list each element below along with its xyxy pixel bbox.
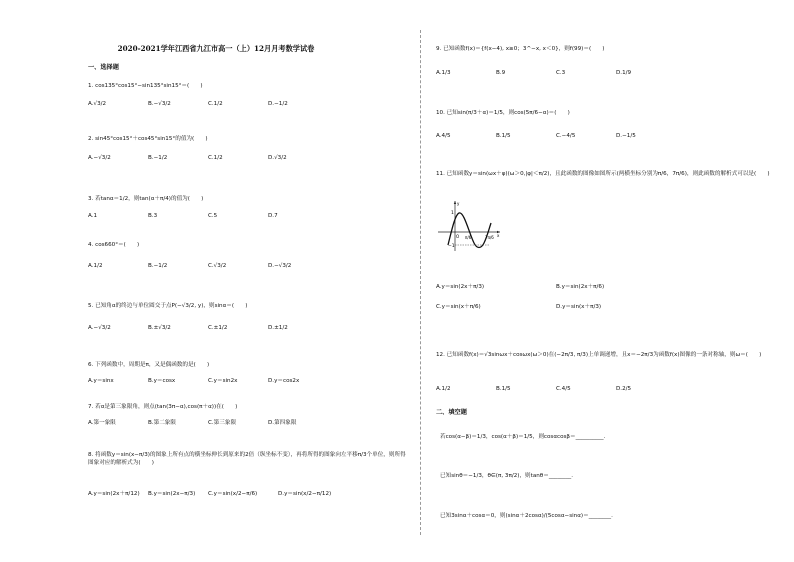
question-11: 11. 已知函数y＝sin(ωx＋φ)(ω＞0,|φ|＜π/2)，且此函数的图像如图所示(两横坐标分别为π/6，7π/6)，则此函数的解析式可以是( ) <box>436 171 770 177</box>
option-b: B.y＝cosx <box>148 378 176 384</box>
option-b: B.第二象限 <box>148 420 176 426</box>
question-5: 5. 已知角α的终边与单位圆交于点P(−√3/2, y)，则sinα＝( ) <box>88 303 248 309</box>
option-c: C.y＝sin(x/2−π/6) <box>208 491 258 497</box>
option-a: A.1 <box>88 213 98 219</box>
fill-question-3: 已知3sinα＋cosα＝0，则(sinα＋2cosα)/(5cosα−sinα)＝________. <box>440 513 613 519</box>
option-d: D.1/9 <box>616 70 632 76</box>
option-b: B.y＝sin(2x＋π/6) <box>556 284 605 290</box>
option-c: C.1/2 <box>208 155 223 161</box>
question-10: 10. 已知sin(π/3＋α)＝1/5，则cos(5π/6−α)＝( ) <box>436 110 570 116</box>
question-1: 1. cos135°cos15°−sin135°sin15°＝( ) <box>88 83 203 89</box>
x-tick-1: π/6 <box>465 235 472 240</box>
section-choice-heading: 一、选择题 <box>88 64 119 71</box>
option-b: B.−√3/2 <box>148 101 171 107</box>
option-d: D.2/5 <box>616 386 632 392</box>
option-d: D.第四象限 <box>268 420 297 426</box>
option-a: A.4/5 <box>436 133 451 139</box>
y-axis-arrow <box>454 201 456 204</box>
option-c: C.4/5 <box>556 386 571 392</box>
question-8: 8. 将函数y＝sin(x−π/3)的图象上所有点的横坐标伸长到原来的2倍（纵坐标不变），再将所得的图象向左平移π/3个单位，则所得图象对应的解析式为( ) <box>88 452 406 466</box>
option-b: B.9 <box>496 70 506 76</box>
page-title: 2020-2021学年江西省九江市高一（上）12月月考数学试卷 <box>117 44 315 53</box>
option-d: D.y＝sin(x/2−π/12) <box>278 491 332 497</box>
option-a: A.−√3/2 <box>88 325 111 331</box>
option-a: A.1/2 <box>436 386 451 392</box>
option-a: A.y＝sin(2x＋π/3) <box>436 284 485 290</box>
option-d: D.y＝cos2x <box>268 378 300 384</box>
option-c: C.±1/2 <box>208 325 228 331</box>
option-b: B.3 <box>148 213 158 219</box>
sine-curve <box>448 213 491 248</box>
option-d: D.√3/2 <box>268 155 287 161</box>
option-a: A.y＝sinx <box>88 378 114 384</box>
option-d: D.±1/2 <box>268 325 288 331</box>
option-d: D.−√3/2 <box>268 263 292 269</box>
question-12: 12. 已知函数f(x)＝√3sinωx＋cosωx(ω＞0)在(−2π/3, π/3)上单调递增，且x＝−2π/3为函数f(x)图像的一条对称轴，则ω＝( ) <box>436 352 762 358</box>
option-b: B.−1/2 <box>148 155 168 161</box>
sine-graph <box>436 199 502 253</box>
option-a: A.√3/2 <box>88 101 107 107</box>
question-3: 3. 若tanα＝1/2，则tan(α＋π/4)的值为( ) <box>88 196 204 202</box>
x-tick-2: 7π/6 <box>485 235 494 240</box>
x-axis-label: x <box>497 233 500 238</box>
column-divider <box>420 30 421 535</box>
option-b: B.−1/2 <box>148 263 168 269</box>
question-6: 6. 下列函数中，周期是π，又是偶函数的是( ) <box>88 362 210 368</box>
option-b: B.±√3/2 <box>148 325 171 331</box>
option-a: A.第一象限 <box>88 420 116 426</box>
question-7: 7. 若α是第三象限角，则点(tan(3π−α),cos(π＋α))在( ) <box>88 404 238 410</box>
option-b: B.y＝sin(2x−π/3) <box>148 491 196 497</box>
option-a: A.−√3/2 <box>88 155 111 161</box>
option-d: D.−1/2 <box>268 101 288 107</box>
option-c: C.3 <box>556 70 566 76</box>
option-a: A.1/2 <box>88 263 103 269</box>
option-c: C.y＝sin(x＋π/6) <box>436 304 481 310</box>
option-c: C.√3/2 <box>208 263 227 269</box>
option-b: B.1/5 <box>496 133 511 139</box>
y-tick-neg1: −1 <box>448 244 455 249</box>
question-4: 4. cos660°＝( ) <box>88 242 140 248</box>
option-a: A.y＝sin(2x＋π/12) <box>88 491 140 497</box>
option-c: C.−4/5 <box>556 133 576 139</box>
question-9: 9. 已知函数f(x)＝{f(x−4), x≥0；3^−x, x＜0}，则f(99)＝( ) <box>436 46 605 52</box>
origin-label: O <box>456 234 460 239</box>
question-2: 2. sin45°cos15°＋cos45°sin15°的值为( ) <box>88 136 208 142</box>
option-c: C.第三象限 <box>208 420 237 426</box>
option-d: D.−1/5 <box>616 133 636 139</box>
option-a: A.1/3 <box>436 70 451 76</box>
fill-question-2: 已知sinθ＝−1/3，θ∈(π, 3π/2)，则tanθ＝________. <box>440 473 573 479</box>
option-b: B.1/5 <box>496 386 511 392</box>
fill-question-1: 若cos(α−β)＝1/3，cos(α＋β)＝1/5，则cosαcosβ＝__________. <box>440 434 606 440</box>
y-axis-label: y <box>457 201 460 206</box>
section-fill-heading: 二、填空题 <box>436 409 467 416</box>
option-c: C.y＝sin2x <box>208 378 238 384</box>
option-d: D.7 <box>268 213 278 219</box>
option-c: C.5 <box>208 213 218 219</box>
option-d: D.y＝sin(x＋π/3) <box>556 304 602 310</box>
y-tick-1: 1 <box>451 211 454 216</box>
option-c: C.1/2 <box>208 101 223 107</box>
